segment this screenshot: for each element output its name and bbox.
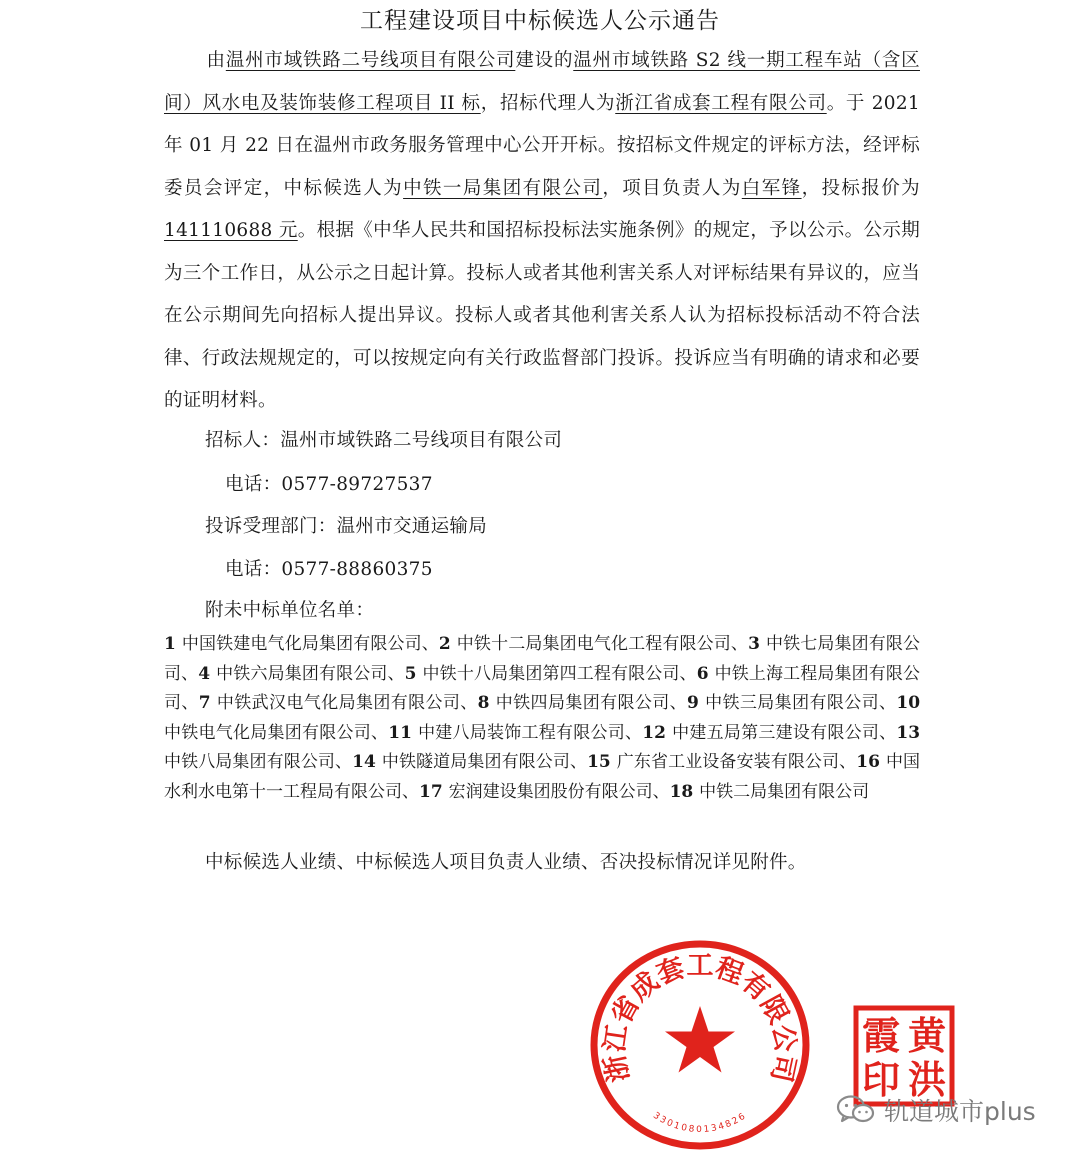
complaint-phone: 电话：0577-88860375 — [225, 559, 433, 580]
list-item: 中建八局装饰工程有限公司、 — [418, 722, 643, 743]
body-text-5: ，项目负责人为 — [602, 177, 742, 199]
list-item: 中铁电气化局集团有限公司、 — [164, 722, 389, 743]
company-seal — [585, 938, 815, 1153]
body-text-2: 建设的 — [515, 50, 574, 71]
body-text-3: ，招标代理人为 — [480, 92, 616, 114]
notice-body — [164, 40, 920, 423]
list-item-number: 18 — [669, 781, 700, 802]
list-item-number: 12 — [642, 722, 673, 743]
list-item: 中国水利水电第十一工程局有限公司、 — [164, 752, 921, 802]
non-winner-list — [164, 630, 920, 807]
list-item-number: 4 — [198, 663, 217, 684]
list-item: 中铁隧道局集团有限公司、 — [381, 752, 588, 772]
list-item: 中铁七局集团有限公司、 — [164, 634, 921, 684]
list-item: 中建五局第三建设有限公司、 — [672, 722, 897, 743]
personal-seal-char: 黄 — [907, 1013, 947, 1058]
tenderer-line: 招标人：温州市域铁路二号线项目有限公司 — [205, 430, 563, 451]
candidate-name: 中铁一局集团有限公司 — [403, 177, 603, 199]
personal-seal-char: 洪 — [907, 1057, 947, 1102]
body-text-1: 由 — [206, 50, 226, 71]
list-item: 广东省工业设备安装有限公司、 — [616, 752, 857, 772]
seal-star-icon — [665, 1006, 735, 1073]
list-item-number: 6 — [696, 663, 715, 684]
list-item-number: 8 — [477, 693, 496, 713]
list-item-number: 7 — [198, 693, 217, 713]
list-item-number: 2 — [438, 634, 457, 654]
list-item: 中铁三局集团有限公司、 — [705, 693, 897, 713]
list-item-number: 3 — [748, 634, 766, 654]
list-item: 中铁六局集团有限公司、 — [216, 663, 405, 684]
list-item-number: 13 — [896, 722, 921, 743]
watermark — [836, 1090, 1036, 1130]
list-item-number: 9 — [687, 693, 706, 713]
list-item-number: 15 — [587, 752, 617, 772]
list-item: 中国铁建电气化局集团有限公司、 — [181, 634, 439, 654]
builder-name: 温州市域铁路二号线项目有限公司 — [225, 50, 516, 71]
agent-name: 浙江省成套工程有限公司 — [615, 92, 827, 114]
body-text-4: 。于 2021 年 01 月 22 日在温州市政务服务管理中心公开开标。按招标文件规定的评标方法，经评标委员会评定，中标候选人为 — [164, 92, 921, 199]
body-text-6: ，投标报价为 — [801, 177, 920, 199]
bid-price: 141110688 元 — [164, 220, 298, 241]
list-item: 中铁四局集团有限公司、 — [495, 693, 688, 713]
personal-seal-char: 霞 — [861, 1013, 901, 1058]
list-item-number: 10 — [896, 693, 921, 713]
list-item: 中铁上海工程局集团有限公司、 — [164, 663, 921, 713]
list-item-number: 5 — [404, 663, 423, 684]
seal-text: 浙江省成套工程有限公司 — [599, 950, 801, 1085]
personal-seal-char: 印 — [861, 1057, 901, 1102]
list-item-number: 16 — [856, 752, 886, 772]
notice-title: 工程建设项目中标候选人公示通告 — [360, 8, 720, 34]
manager-name: 白军锋 — [741, 177, 802, 199]
list-item: 中铁十八局集团第四工程有限公司、 — [422, 663, 697, 684]
wechat-icon — [836, 1094, 876, 1126]
list-item-number: 1 — [164, 634, 182, 654]
list-item-number: 17 — [419, 781, 449, 802]
body-text-7: 。根据《中华人民共和国招标投标法实施条例》的规定，予以公示。公示期为三个工作日，从公示之日起计算。投标人或者其他利害关系人对评标结果有异议的，应当在公示期间先向招标人提出异议。投标人或者其他利害关系人认为招标投标活动不符合法律、行政法规规定的，可以按规定向有关行政监督部门投诉。投诉应当有明确的请求和必要的证明材料。 — [164, 220, 920, 411]
list-item: 中铁十二局集团电气化工程有限公司、 — [456, 634, 749, 654]
project-name: 温州市域铁路 S2 线一期工程车站（含区间）风水电及装饰装修工程项目 II 标 — [164, 50, 920, 114]
list-title: 附未中标单位名单： — [205, 600, 375, 621]
tenderer-phone: 电话：0577-89727537 — [225, 474, 433, 495]
footer-note: 中标候选人业绩、中标候选人项目负责人业绩、否决投标情况详见附件。 — [205, 852, 807, 873]
list-item-number: 11 — [388, 722, 419, 743]
list-item: 中铁二局集团有限公司 — [699, 781, 870, 802]
list-item: 宏润建设集团股份有限公司、 — [448, 781, 670, 802]
list-item: 中铁武汉电气化局集团有限公司、 — [216, 693, 478, 713]
seal-number: 3301080134826 — [651, 1110, 749, 1135]
complaint-dept-line: 投诉受理部门：温州市交通运输局 — [205, 516, 488, 537]
watermark-text: 轨道城市plus — [884, 1097, 1036, 1126]
list-item: 中铁八局集团有限公司、 — [164, 752, 353, 772]
list-item-number: 14 — [352, 752, 382, 772]
